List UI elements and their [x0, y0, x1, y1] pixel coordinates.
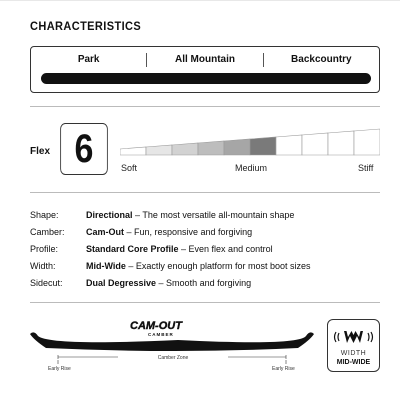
terrain-range-bar [41, 73, 371, 84]
divider [30, 106, 380, 107]
flex-scale-medium: Medium [235, 163, 268, 173]
width-icon [328, 322, 379, 352]
spec-desc: – Exactly enough platform for most boot sizes [125, 261, 311, 271]
camber-profile-diagram [28, 318, 318, 378]
terrain-label-park: Park [77, 54, 100, 65]
flex-scale-stiff: Stiff [358, 163, 374, 173]
spec-key: Shape: [30, 210, 59, 220]
early-rise-right-label: Early Rise [272, 366, 295, 372]
flex-segment [354, 129, 380, 155]
divider [30, 302, 380, 303]
flex-segment [198, 141, 224, 155]
camber-profile-graphic [28, 318, 318, 378]
camber-logo-text: CAM-OUT [130, 320, 182, 332]
spec-name: Dual Degressive [86, 278, 157, 288]
spec-value [86, 242, 273, 256]
wave-right [371, 332, 373, 342]
spec-desc: – Even flex and control [178, 244, 273, 254]
flex-scale-soft: Soft [121, 163, 138, 173]
flex-scale-graphic [120, 127, 380, 157]
spec-key: Camber: [30, 227, 65, 237]
camber-logo-subtext: CAMBER [148, 332, 174, 337]
spec-name: Mid-Wide [86, 261, 126, 271]
divider [30, 192, 380, 193]
width-badge-word: WIDTH [340, 350, 367, 357]
terrain-labels [31, 53, 379, 67]
w-mark [344, 331, 363, 343]
spec-value [86, 276, 251, 290]
spec-desc: – Smooth and forgiving [156, 278, 252, 288]
terrain-scale [30, 46, 380, 93]
spec-name: Directional [86, 210, 133, 220]
spec-key: Sidecut: [30, 278, 63, 288]
flex-segment [302, 133, 328, 155]
flex-segment [172, 143, 198, 155]
spec-value [86, 259, 311, 273]
wave-left [335, 332, 337, 342]
spec-key: Profile: [30, 244, 59, 254]
flex-rating-value: 6 [60, 123, 108, 175]
spec-name: Standard Core Profile [86, 244, 179, 254]
early-rise-left-label: Early Rise [48, 366, 71, 372]
spec-value [86, 225, 252, 239]
width-badge-value: MID-WIDE [336, 359, 371, 366]
terrain-label-backcountry: Backcountry [263, 53, 379, 67]
camber-zone-label: Camber Zone [157, 355, 189, 361]
spec-key: Width: [30, 261, 56, 271]
flex-segment [328, 131, 354, 155]
flex-label: Flex [30, 146, 51, 157]
spec-desc: – Fun, responsive and forgiving [124, 227, 253, 237]
flex-segment [276, 135, 302, 155]
spec-desc: – The most versatile all-mountain shape [132, 210, 295, 220]
flex-segment [224, 139, 250, 155]
spec-name: Cam-Out [86, 227, 124, 237]
terrain-label-all-mountain: All Mountain [146, 53, 262, 67]
top-divider [0, 0, 400, 1]
wave-left [338, 333, 339, 341]
flex-scale [120, 127, 380, 157]
flex-segment [120, 147, 146, 155]
section-title: CHARACTERISTICS [30, 20, 142, 34]
flex-segment [250, 137, 276, 155]
flex-segment [146, 145, 172, 155]
spec-value [86, 208, 294, 222]
width-badge [327, 319, 380, 372]
wave-right [368, 333, 369, 341]
